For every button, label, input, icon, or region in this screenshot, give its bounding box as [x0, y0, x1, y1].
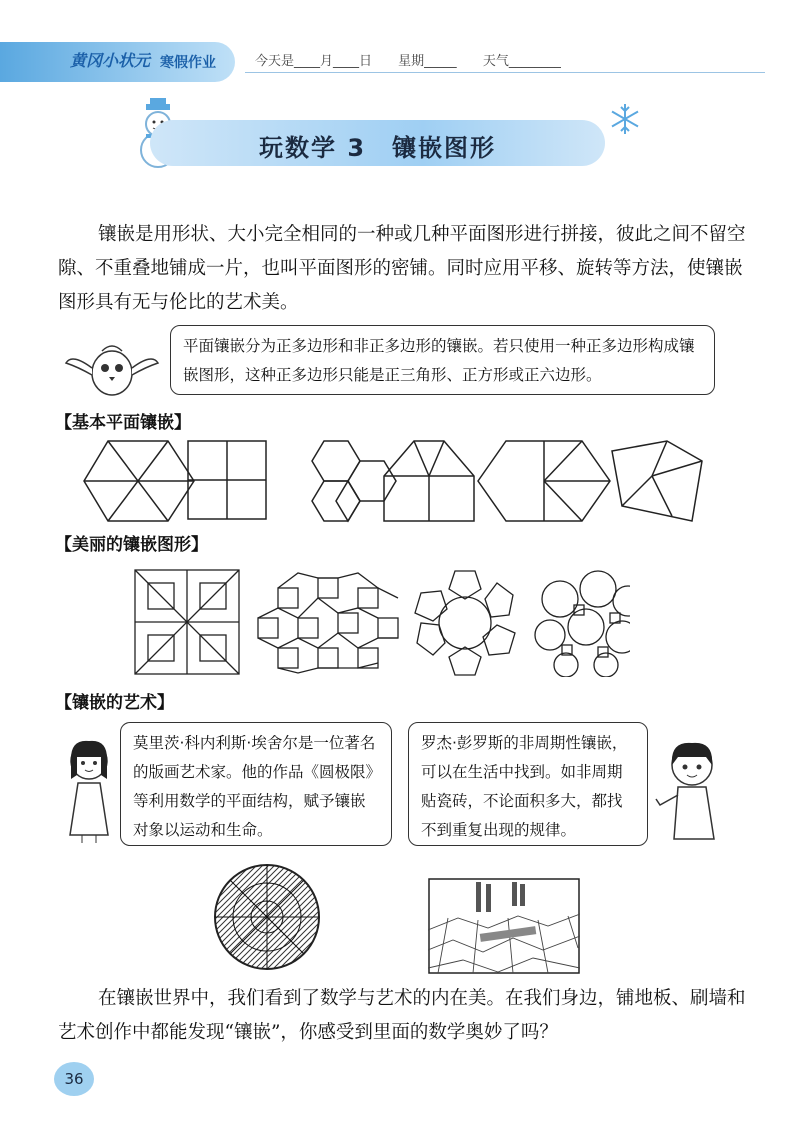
girl-right-illustration: [652, 735, 726, 845]
owl-mascot-icon: [62, 333, 162, 403]
section-art-of-tessellation: 【镶嵌的艺术】: [55, 693, 174, 713]
brand-logo: 黄冈小状元: [70, 51, 151, 70]
date-week: 星期_____: [398, 54, 457, 69]
tip-bubble: 平面镶嵌分为正多边形和非正多边形的镶嵌。若只使用一种正多边形构成镶嵌图形，这种正多边形只能是正三角形、正方形或正六边形。: [170, 325, 715, 395]
homework-label: 寒假作业: [160, 55, 216, 71]
penrose-bubble: 罗杰·彭罗斯的非周期性镶嵌，可以在生活中找到。如非周期贴瓷砖，不论面积多大，都找不到重复出现的规律。: [408, 722, 648, 846]
date-line: [255, 50, 583, 69]
escher-bubble: 莫里茨·科内利斯·埃舍尔是一位著名的版画艺术家。他的作品《圆极限》等利用数学的平面结构，赋予镶嵌对象以运动和生命。: [120, 722, 392, 846]
section-beautiful-tessellation: 【美丽的镶嵌图形】: [55, 535, 208, 555]
header-rule: [245, 72, 765, 73]
section-basic-tessellation: 【基本平面镶嵌】: [55, 413, 191, 433]
girl-left-illustration: [60, 735, 118, 845]
beautiful-tessellations: [130, 565, 630, 677]
basic-tessellations: [60, 436, 720, 526]
circle-limit-artwork: [212, 862, 322, 972]
date-weather: 天气________: [482, 54, 561, 69]
date-today: 今天是____月____日: [255, 54, 373, 69]
page-title: 玩数学 3 镶嵌图形: [258, 134, 497, 162]
snowflake-icon: [608, 102, 642, 136]
outro-paragraph: 在镶嵌世界中，我们看到了数学与艺术的内在美。在我们身边，铺地板、刷墙和艺术创作中都能发现“镶嵌”，你感受到里面的数学奥妙了吗？: [58, 988, 746, 1043]
intro-paragraph: 镶嵌是用形状、大小完全相同的一种或几种平面图形进行拼接，彼此之间不留空隙、不重叠地铺成一片，也叫平面图形的密铺。同时应用平移、旋转等方法，使镶嵌图形具有无与伦比的艺术美。: [58, 224, 746, 313]
page-number: 36: [54, 1062, 94, 1096]
penrose-floor-photo: [428, 878, 580, 974]
